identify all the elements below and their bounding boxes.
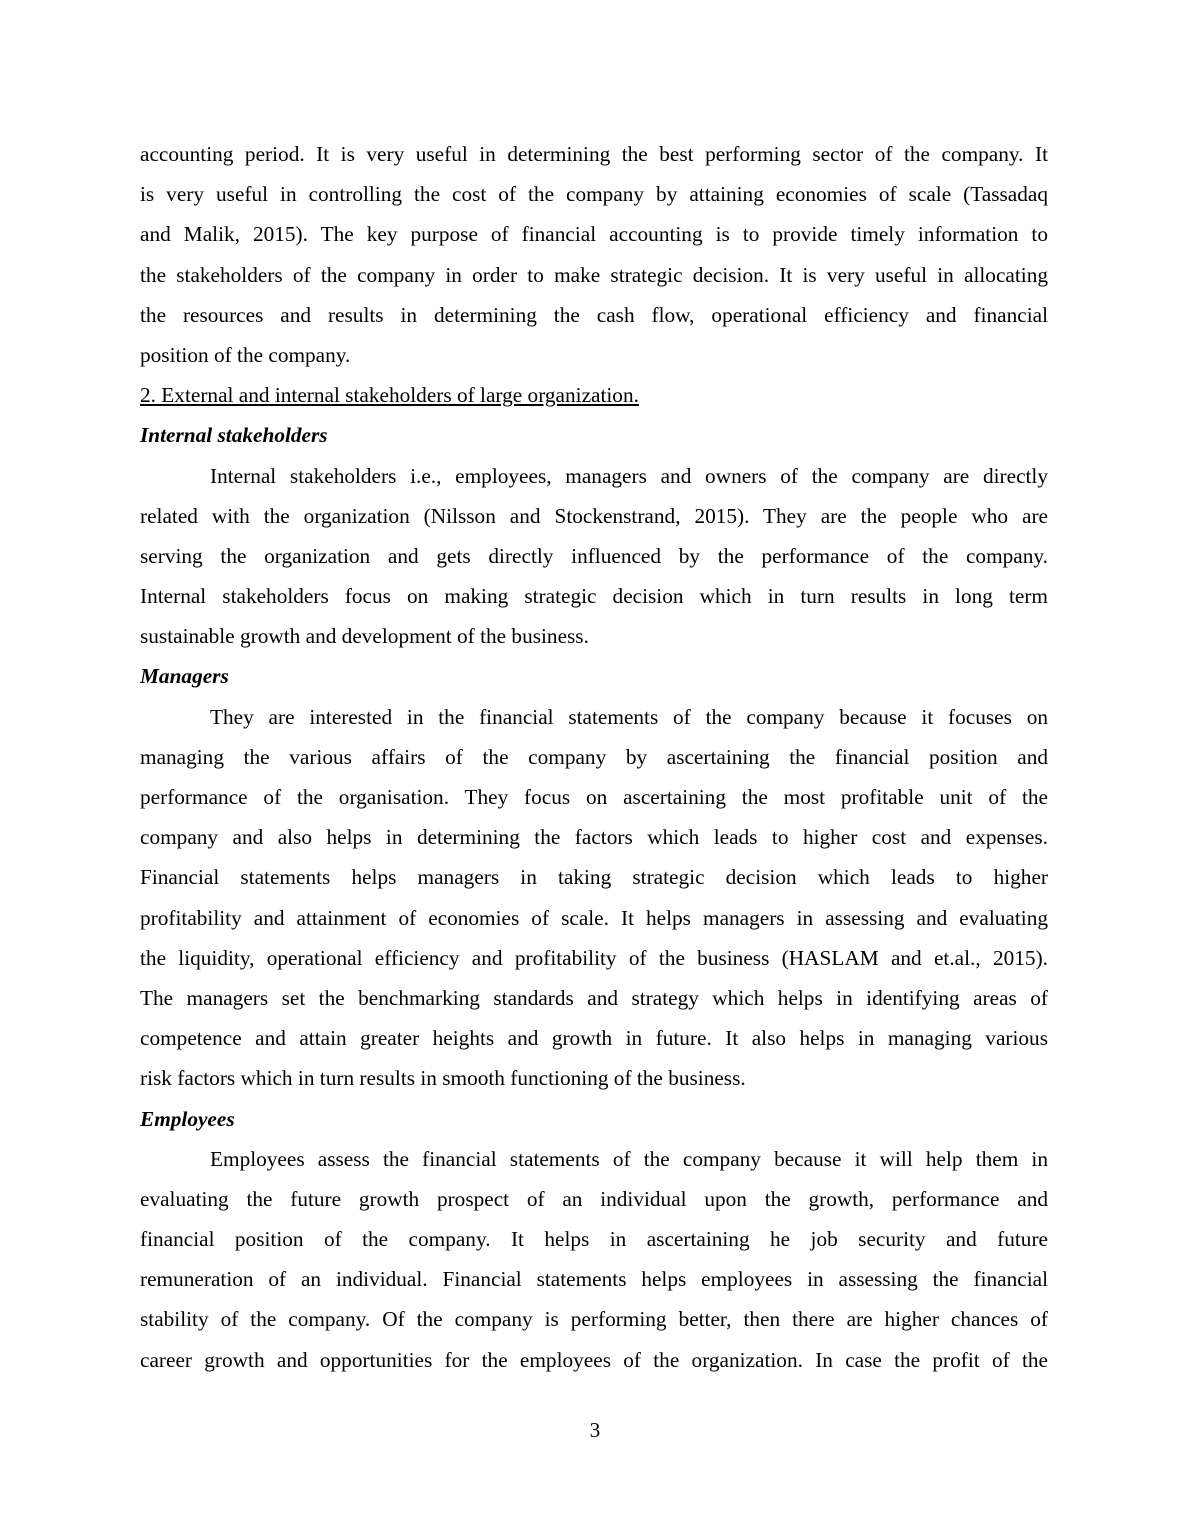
text-line: is very useful in controlling the cost of the company by attaining economies of scale (Tassadaq	[140, 182, 1048, 207]
text-line: evaluating the future growth prospect of an individual upon the growth, performance and	[140, 1186, 1048, 1211]
paragraph	[140, 1139, 1048, 1380]
paragraph	[140, 697, 1048, 1099]
section-heading	[140, 375, 1048, 415]
document-body	[140, 134, 1048, 1380]
text-line: company and also helps in determining the factors which leads to higher cost and expenses.	[140, 825, 1048, 850]
text-line: financial position of the company. It helps in ascertaining he job security and future	[140, 1227, 1048, 1252]
subheading	[140, 1099, 1048, 1139]
section-heading-text: 2. External and internal stakeholders of large organization.	[140, 383, 639, 408]
text-line: the liquidity, operational efficiency and profitability of the business (HASLAM and et.al., 2015).	[140, 945, 1048, 970]
text-line: remuneration of an individual. Financial statements helps employees in assessing the financial	[140, 1267, 1048, 1292]
text-line: profitability and attainment of economies of scale. It helps managers in assessing and evaluating	[140, 905, 1048, 930]
text-line: and Malik, 2015). The key purpose of financial accounting is to provide timely information to	[140, 222, 1048, 247]
text-line: position of the company.	[140, 342, 351, 367]
text-line: risk factors which in turn results in smooth functioning of the business.	[140, 1066, 746, 1091]
subheading-text: Employees	[140, 1106, 235, 1131]
text-line: The managers set the benchmarking standards and strategy which helps in identifying areas of	[140, 985, 1048, 1010]
text-line: performance of the organisation. They focus on ascertaining the most profitable unit of the	[140, 785, 1048, 809]
text-line: the resources and results in determining the cash flow, operational efficiency and financial	[140, 302, 1048, 327]
text-line: Employees assess the financial statements of the company because it will help them in	[210, 1146, 1048, 1171]
text-line: career growth and opportunities for the employees of the organization. In case the profit of the	[140, 1347, 1048, 1372]
text-line: Internal stakeholders i.e., employees, managers and owners of the company are directly	[210, 463, 1048, 488]
subheading-text: Internal stakeholders	[140, 423, 328, 448]
subheading	[140, 415, 1048, 455]
page-number: 3	[589, 1418, 601, 1442]
text-line: Financial statements helps managers in taking strategic decision which leads to higher	[140, 865, 1048, 890]
text-line: stability of the company. Of the company is performing better, then there are higher chances of	[140, 1307, 1048, 1332]
text-line: managing the various affairs of the company by ascertaining the financial position and	[140, 744, 1048, 769]
text-line: Internal stakeholders focus on making strategic decision which in turn results in long term	[140, 584, 1048, 609]
text-line	[140, 375, 1048, 415]
subheading	[140, 656, 1048, 696]
text-line: They are interested in the financial statements of the company because it focuses on	[210, 704, 1048, 729]
text-line: sustainable growth and development of the business.	[140, 624, 589, 649]
text-line: serving the organization and gets directly influenced by the performance of the company.	[140, 543, 1048, 568]
text-line: related with the organization (Nilsson and Stockenstrand, 2015). They are the people who are	[140, 503, 1048, 528]
text-line: competence and attain greater heights and growth in future. It also helps in managing various	[140, 1026, 1048, 1051]
subheading-text: Managers	[140, 664, 229, 689]
paragraph	[140, 456, 1048, 657]
text-line: the stakeholders of the company in order to make strategic decision. It is very useful in allocating	[140, 262, 1048, 287]
text-line: accounting period. It is very useful in determining the best performing sector of the company. It	[140, 142, 1048, 166]
paragraph	[140, 134, 1048, 375]
